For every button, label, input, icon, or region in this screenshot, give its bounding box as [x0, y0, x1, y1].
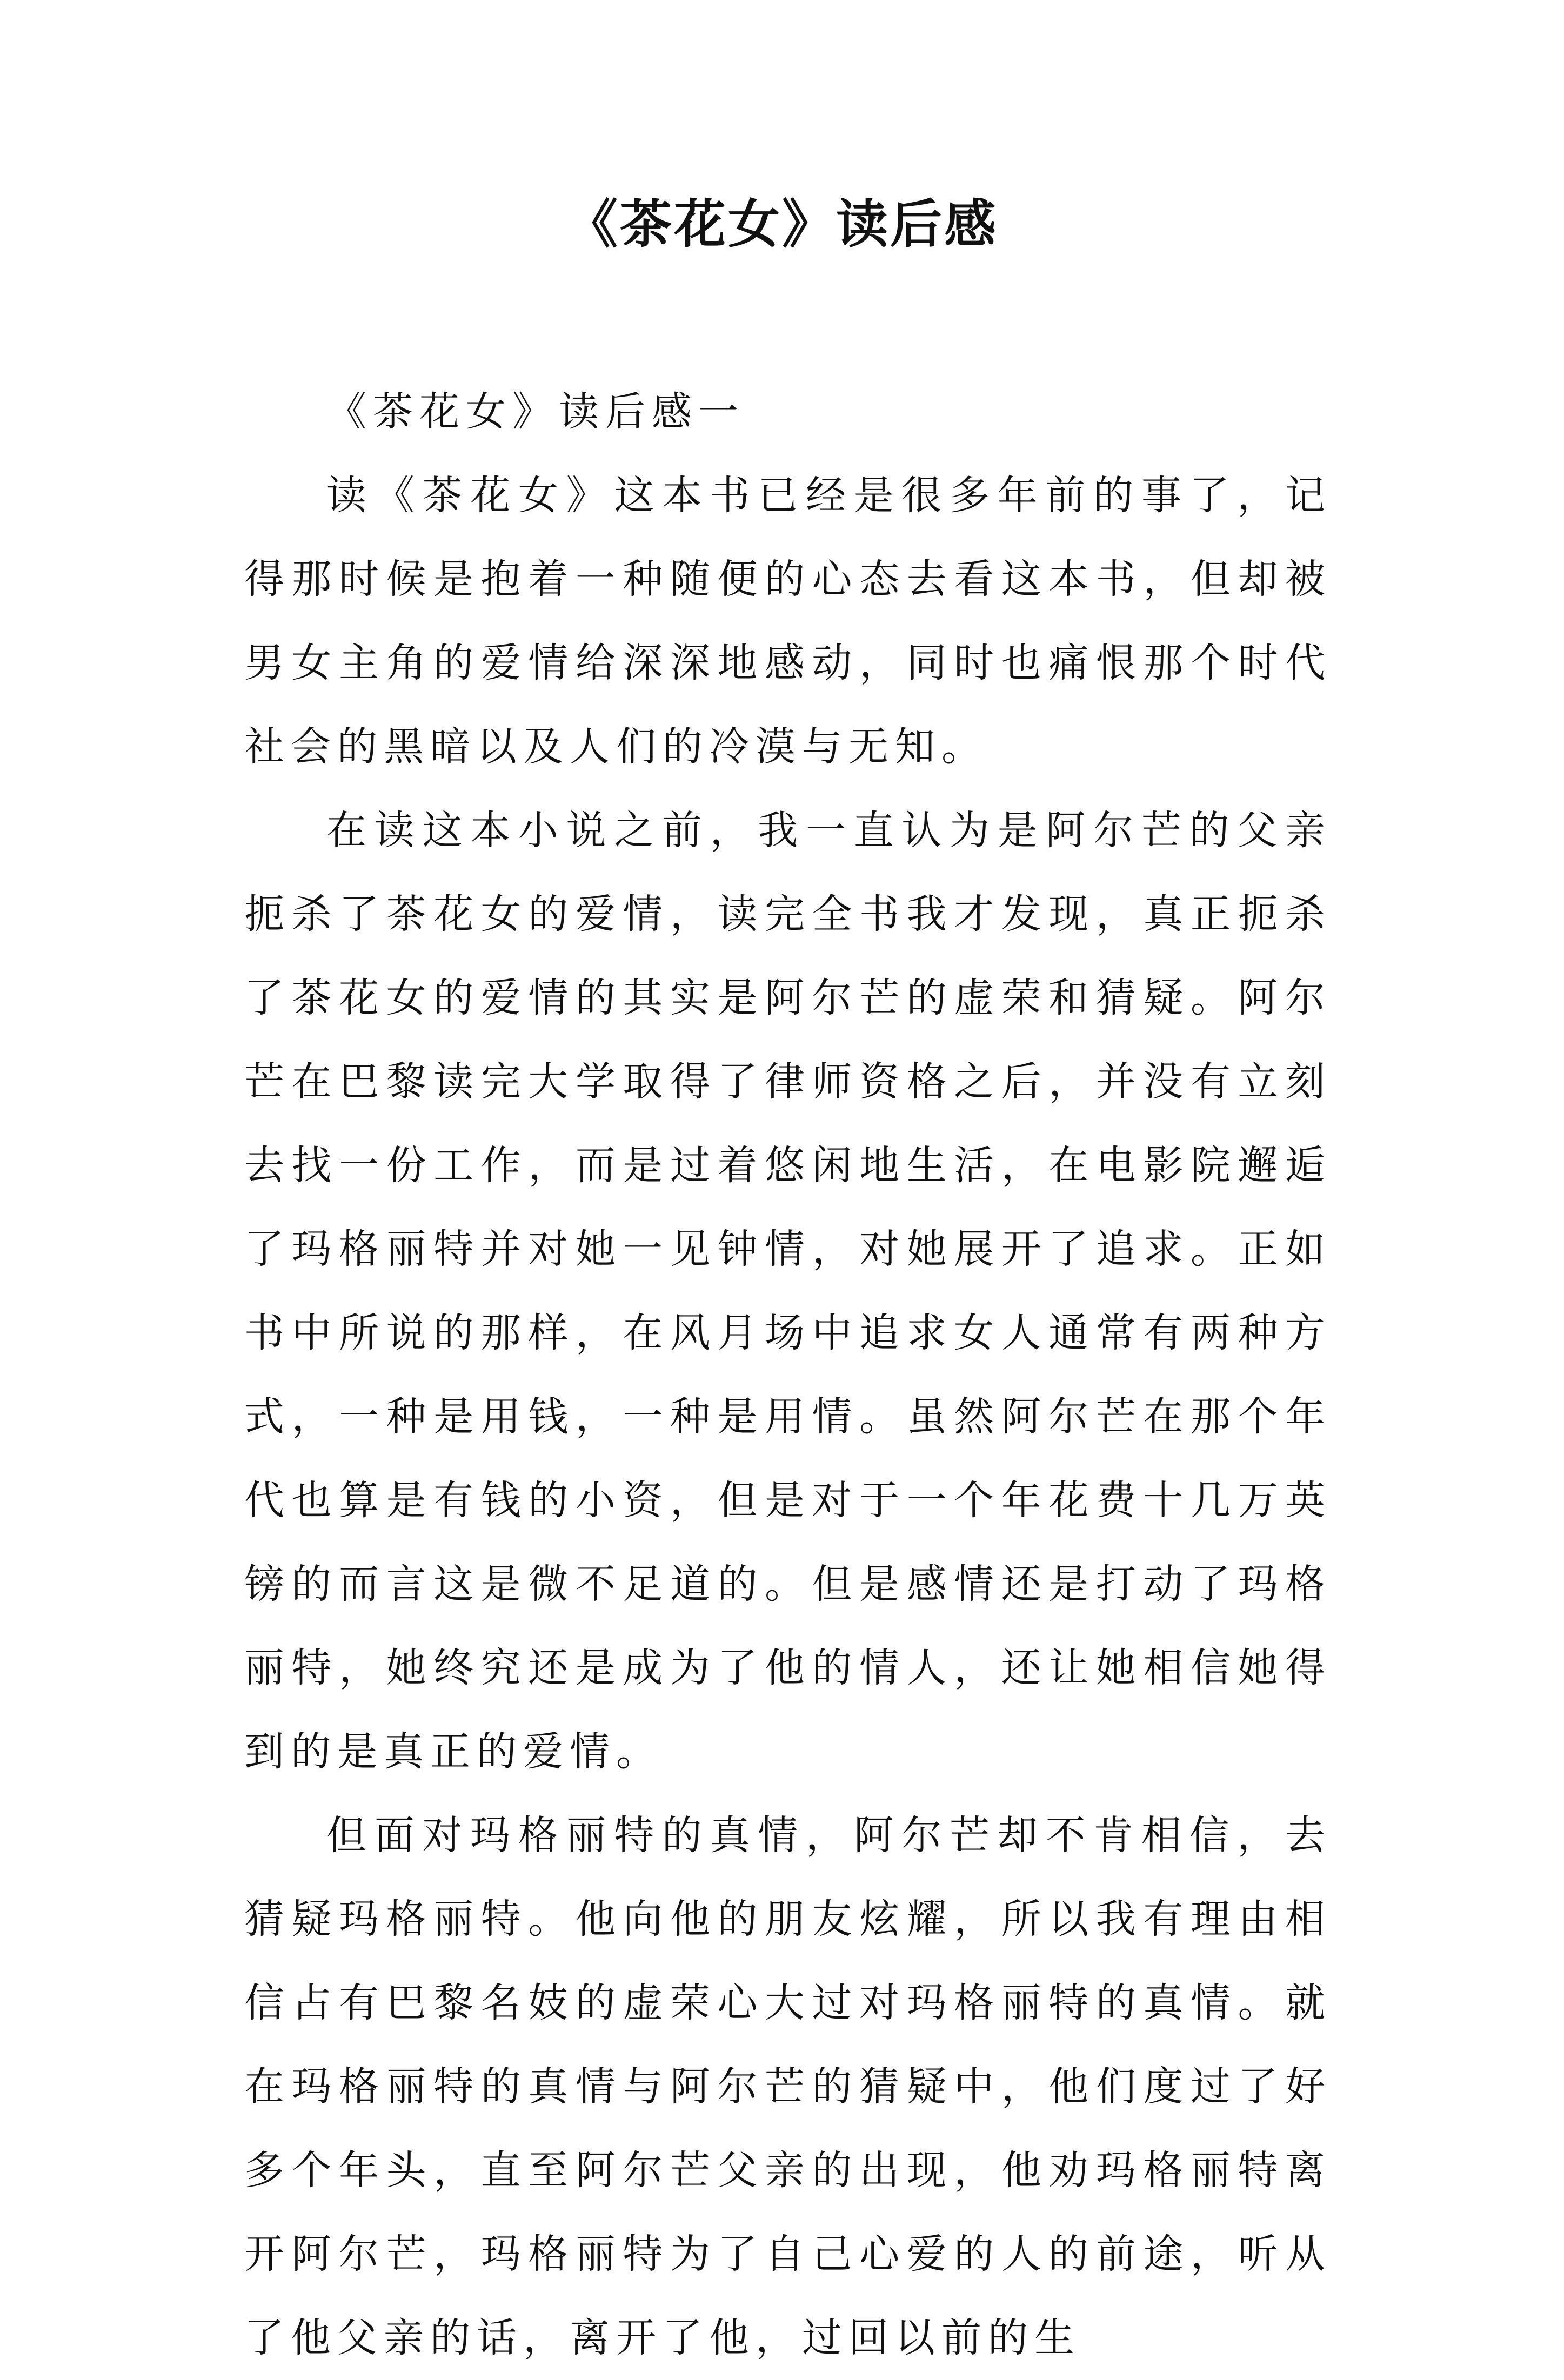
paragraph: 在读这本小说之前，我一直认为是阿尔芒的父亲扼杀了茶花女的爱情，读完全书我才发现，真正扼杀了茶花女的爱情的其实是阿尔芒的虚荣和猜疑。阿尔芒在巴黎读完大学取得了律师资格之后，并没有立刻去找一份工作，而是过着悠闲地生活，在电影院邂逅了玛格丽特并对她一见钟情，对她展开了追求。正如书中所说的那样，在风月场中追求女人通常有两种方式，一种是用钱，一种是用情。虽然阿尔芒在那个年代也算是有钱的小资，但是对于一个年花费十几万英镑的而言这是微不足道的。但是感情还是打动了玛格丽特，她终究还是成为了他的情人，还让她相信她得到的是真正的爱情。: [244, 807, 1332, 1775]
document-title: 《茶花女》读后感: [566, 193, 998, 254]
document-body: [244, 370, 1332, 2380]
paragraph: 读《茶花女》这本书已经是很多年前的事了，记得那时候是抱着一种随便的心态去看这本书，但却被男女主角的爱情给深深地感动，同时也痛恨那个时代社会的黑暗以及人们的冷漠与无知。: [244, 472, 1332, 770]
section-heading: 《茶花女》读后感一: [326, 388, 745, 435]
paragraph: 但面对玛格丽特的真情，阿尔芒却不肯相信，去猜疑玛格丽特。他向他的朋友炫耀，所以我有理由相信占有巴黎名妓的虚荣心大过对玛格丽特的真情。就在玛格丽特的真情与阿尔芒的猜疑中，他们度过了好多个年头，直至阿尔芒父亲的出现，他劝玛格丽特离开阿尔芒，玛格丽特为了自己心爱的人的前途，听从了他父亲的话，离开了他，过回以前的生: [244, 1812, 1332, 2361]
